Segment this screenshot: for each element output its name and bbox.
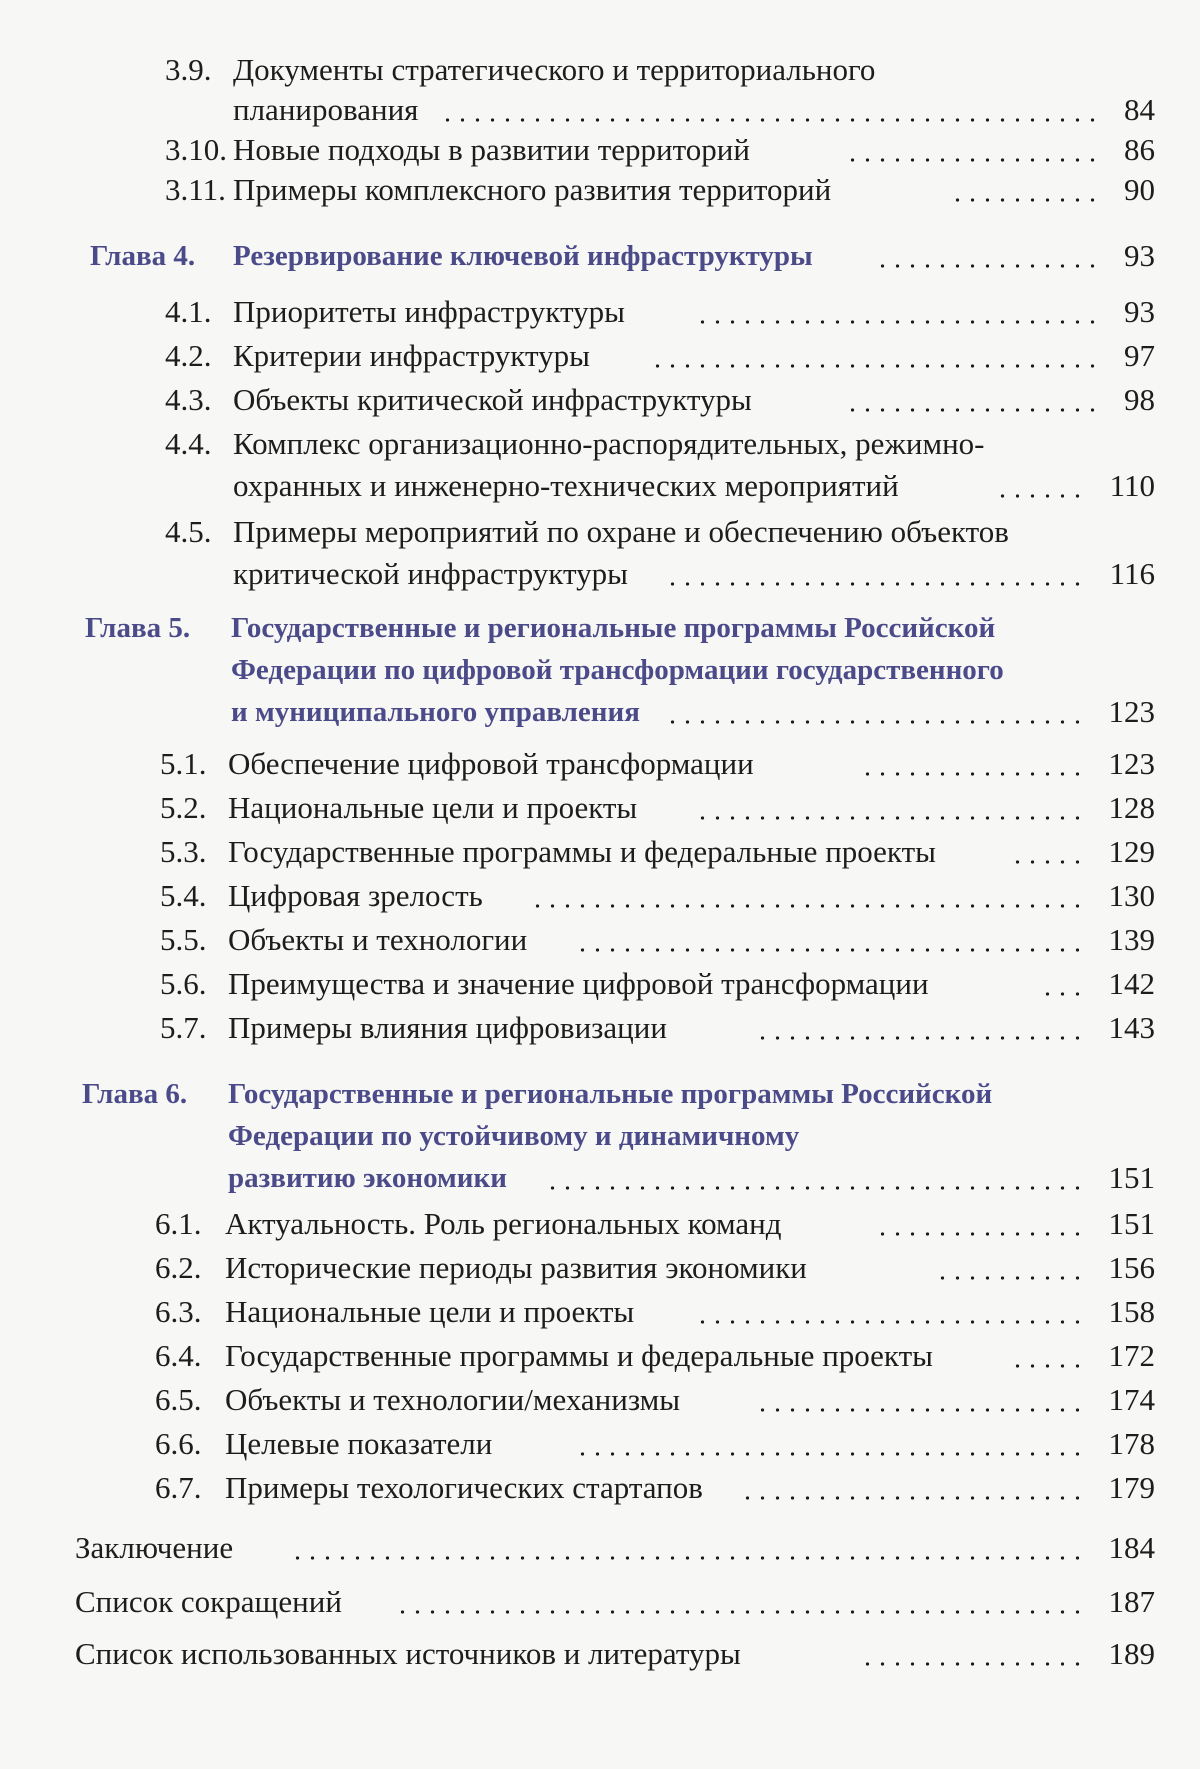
page-number: 110 [1109,468,1155,503]
toc-entry-3-11[interactable] [0,166,1200,210]
toc-entry-4-4-cont[interactable] [0,462,1200,506]
leader-dots [750,1036,1085,1040]
page-number: 174 [1108,1382,1155,1417]
toc-entry-3-9[interactable] [0,46,1200,90]
page-number: 139 [1108,922,1155,957]
leader-dots [550,1186,1085,1190]
toc-chapter-6[interactable] [0,1070,1200,1114]
section-title: Примеры техологических стартапов [225,1470,703,1505]
section-number: 4.5. [165,514,212,549]
toc-entry-3-9-cont[interactable] [0,86,1200,130]
toc-entry-conclusion[interactable] [0,1524,1200,1568]
leader-dots [842,158,1100,162]
toc-entry-4-4[interactable] [0,420,1200,464]
section-title: Критерии инфраструктуры [233,338,590,373]
section-number: 4.3. [165,382,212,417]
toc-chapter-5-cont[interactable] [0,646,1200,690]
toc-entry-6-4[interactable] [0,1332,1200,1376]
page-number: 86 [1124,132,1155,167]
section-title: Объекты критической инфраструктуры [233,382,752,417]
section-number: 5.7. [160,1010,207,1045]
section-number: 6.3. [155,1294,202,1329]
page-number: 151 [1108,1160,1155,1195]
toc-entry-5-6[interactable] [0,960,1200,1004]
section-number: 6.2. [155,1250,202,1285]
section-title: Заключение [75,1530,234,1565]
leader-dots [575,948,1085,952]
section-title: Примеры комплексного развития территорий [233,172,832,207]
chapter-number: Глава 6. [82,1078,188,1110]
leader-dots [880,264,1100,268]
toc-entry-4-3[interactable] [0,376,1200,420]
chapter-title: Федерации по цифровой трансформации государственного [231,654,1004,686]
page-number: 90 [1124,172,1155,207]
section-number: 4.1. [165,294,212,329]
leader-dots [745,1496,1085,1500]
toc-chapter-4[interactable] [0,232,1200,276]
section-number: 5.6. [160,966,207,1001]
page-number: 97 [1124,338,1155,373]
chapter-title: Резервирование ключевой инфраструктуры [233,240,813,272]
section-title: Обеспечение цифровой трансформации [228,746,754,781]
leader-dots [665,582,1085,586]
toc-entry-4-5-cont[interactable] [0,550,1200,594]
toc-entry-4-1[interactable] [0,288,1200,332]
section-title: Примеры мероприятий по охране и обеспечению объектов [233,514,1009,549]
page-number: 116 [1109,556,1155,591]
section-number: 3.9. [165,52,212,87]
page-number: 142 [1108,966,1155,1001]
section-number: 5.2. [160,790,207,825]
chapter-number: Глава 5. [85,612,191,644]
leader-dots [760,1408,1085,1412]
page-number: 179 [1108,1470,1155,1505]
section-title: Список использованных источников и литературы [75,1636,741,1671]
toc-chapter-6-cont2[interactable] [0,1154,1200,1198]
page-number: 123 [1108,694,1155,729]
leader-dots [670,720,1085,724]
section-number: 3.11. [165,172,226,207]
section-title: Целевые показатели [225,1426,493,1461]
section-title: Объекты и технологии/механизмы [225,1382,681,1417]
toc-entry-6-3[interactable] [0,1288,1200,1332]
page-number: 130 [1108,878,1155,913]
section-title: Преимущества и значение цифровой трансформации [228,966,929,1001]
section-number: 6.5. [155,1382,202,1417]
page-number: 98 [1124,382,1155,417]
section-title: критической инфраструктуры [233,556,628,591]
page-number: 156 [1108,1250,1155,1285]
page-number: 143 [1108,1010,1155,1045]
section-title: Объекты и технологии [228,922,528,957]
page-number: 123 [1108,746,1155,781]
section-title: Исторические периоды развития экономики [225,1250,807,1285]
chapter-title: Федерации по устойчивому и динамичному [228,1120,800,1152]
toc-entry-6-2[interactable] [0,1244,1200,1288]
leader-dots [860,1662,1085,1666]
section-title: Цифровая зрелость [228,878,483,913]
section-number: 5.3. [160,834,207,869]
chapter-title: Государственные и региональные программы Российской [231,612,996,644]
toc-entry-5-2[interactable] [0,784,1200,828]
toc-entry-3-10[interactable] [0,126,1200,170]
leader-dots [940,1276,1085,1280]
page-number: 129 [1108,834,1155,869]
section-title: Национальные цели и проекты [228,790,638,825]
toc-entry-references[interactable] [0,1630,1200,1674]
page-number: 184 [1108,1530,1155,1565]
toc-entry-5-5[interactable] [0,916,1200,960]
toc-entry-4-5[interactable] [0,508,1200,552]
toc-entry-5-7[interactable] [0,1004,1200,1048]
leader-dots [395,1610,1085,1614]
page-number: 84 [1124,92,1155,127]
page-number: 93 [1124,238,1155,273]
section-number: 3.10. [165,132,227,167]
section-title: Примеры влияния цифровизации [228,1010,667,1045]
leader-dots [1005,1364,1085,1368]
leader-dots [945,198,1100,202]
leader-dots [650,364,1100,368]
toc-chapter-5[interactable] [0,604,1200,648]
leader-dots [440,118,1100,122]
section-number: 6.7. [155,1470,202,1505]
section-number: 4.4. [165,426,212,461]
page-number: 187 [1108,1584,1155,1619]
leader-dots [690,320,1100,324]
section-number: 6.1. [155,1206,202,1241]
toc-chapter-5-cont2[interactable] [0,688,1200,732]
toc-entry-5-4[interactable] [0,872,1200,916]
leader-dots [1000,494,1085,498]
page-number: 158 [1108,1294,1155,1329]
leader-dots [570,1452,1085,1456]
leader-dots [700,1320,1085,1324]
section-number: 6.6. [155,1426,202,1461]
leader-dots [880,1232,1085,1236]
section-number: 5.1. [160,746,207,781]
section-title: охранных и инженерно-технических мероприятий [233,468,899,503]
toc-chapter-6-cont[interactable] [0,1112,1200,1156]
section-title: Документы стратегического и территориального [233,52,876,87]
page-number: 178 [1108,1426,1155,1461]
leader-dots [525,904,1085,908]
section-title: планирования [233,92,419,127]
toc-entry-5-1[interactable] [0,740,1200,784]
toc-entry-6-6[interactable] [0,1420,1200,1464]
chapter-number: Глава 4. [90,240,196,272]
page-number: 128 [1108,790,1155,825]
leader-dots [1005,860,1085,864]
section-number: 5.5. [160,922,207,957]
leader-dots [700,816,1085,820]
chapter-title: Государственные и региональные программы Российской [228,1078,993,1110]
page-number: 151 [1108,1206,1155,1241]
toc-entry-6-7[interactable] [0,1464,1200,1508]
toc-entry-5-3[interactable] [0,828,1200,872]
section-title: Новые подходы в развитии территорий [233,132,750,167]
section-title: Комплекс организационно-распорядительных, режимно- [233,426,985,461]
section-title: Приоритеты инфраструктуры [233,294,625,329]
section-title: Государственные программы и федеральные проекты [225,1338,933,1373]
chapter-title: и муниципального управления [231,696,640,728]
page-number: 172 [1108,1338,1155,1373]
section-title: Национальные цели и проекты [225,1294,635,1329]
leader-dots [1045,992,1085,996]
toc-entry-abbreviations[interactable] [0,1578,1200,1622]
toc-entry-6-1[interactable] [0,1200,1200,1244]
page-number: 189 [1108,1636,1155,1671]
section-title: Список сокращений [75,1584,342,1619]
section-number: 4.2. [165,338,212,373]
page-number: 93 [1124,294,1155,329]
section-number: 5.4. [160,878,207,913]
section-number: 6.4. [155,1338,202,1373]
section-title: Актуальность. Роль региональных команд [225,1206,782,1241]
leader-dots [840,408,1100,412]
toc-entry-6-5[interactable] [0,1376,1200,1420]
leader-dots [860,772,1085,776]
chapter-title: развитию экономики [228,1162,507,1194]
section-title: Государственные программы и федеральные проекты [228,834,936,869]
toc-entry-4-2[interactable] [0,332,1200,376]
leader-dots [285,1556,1085,1560]
